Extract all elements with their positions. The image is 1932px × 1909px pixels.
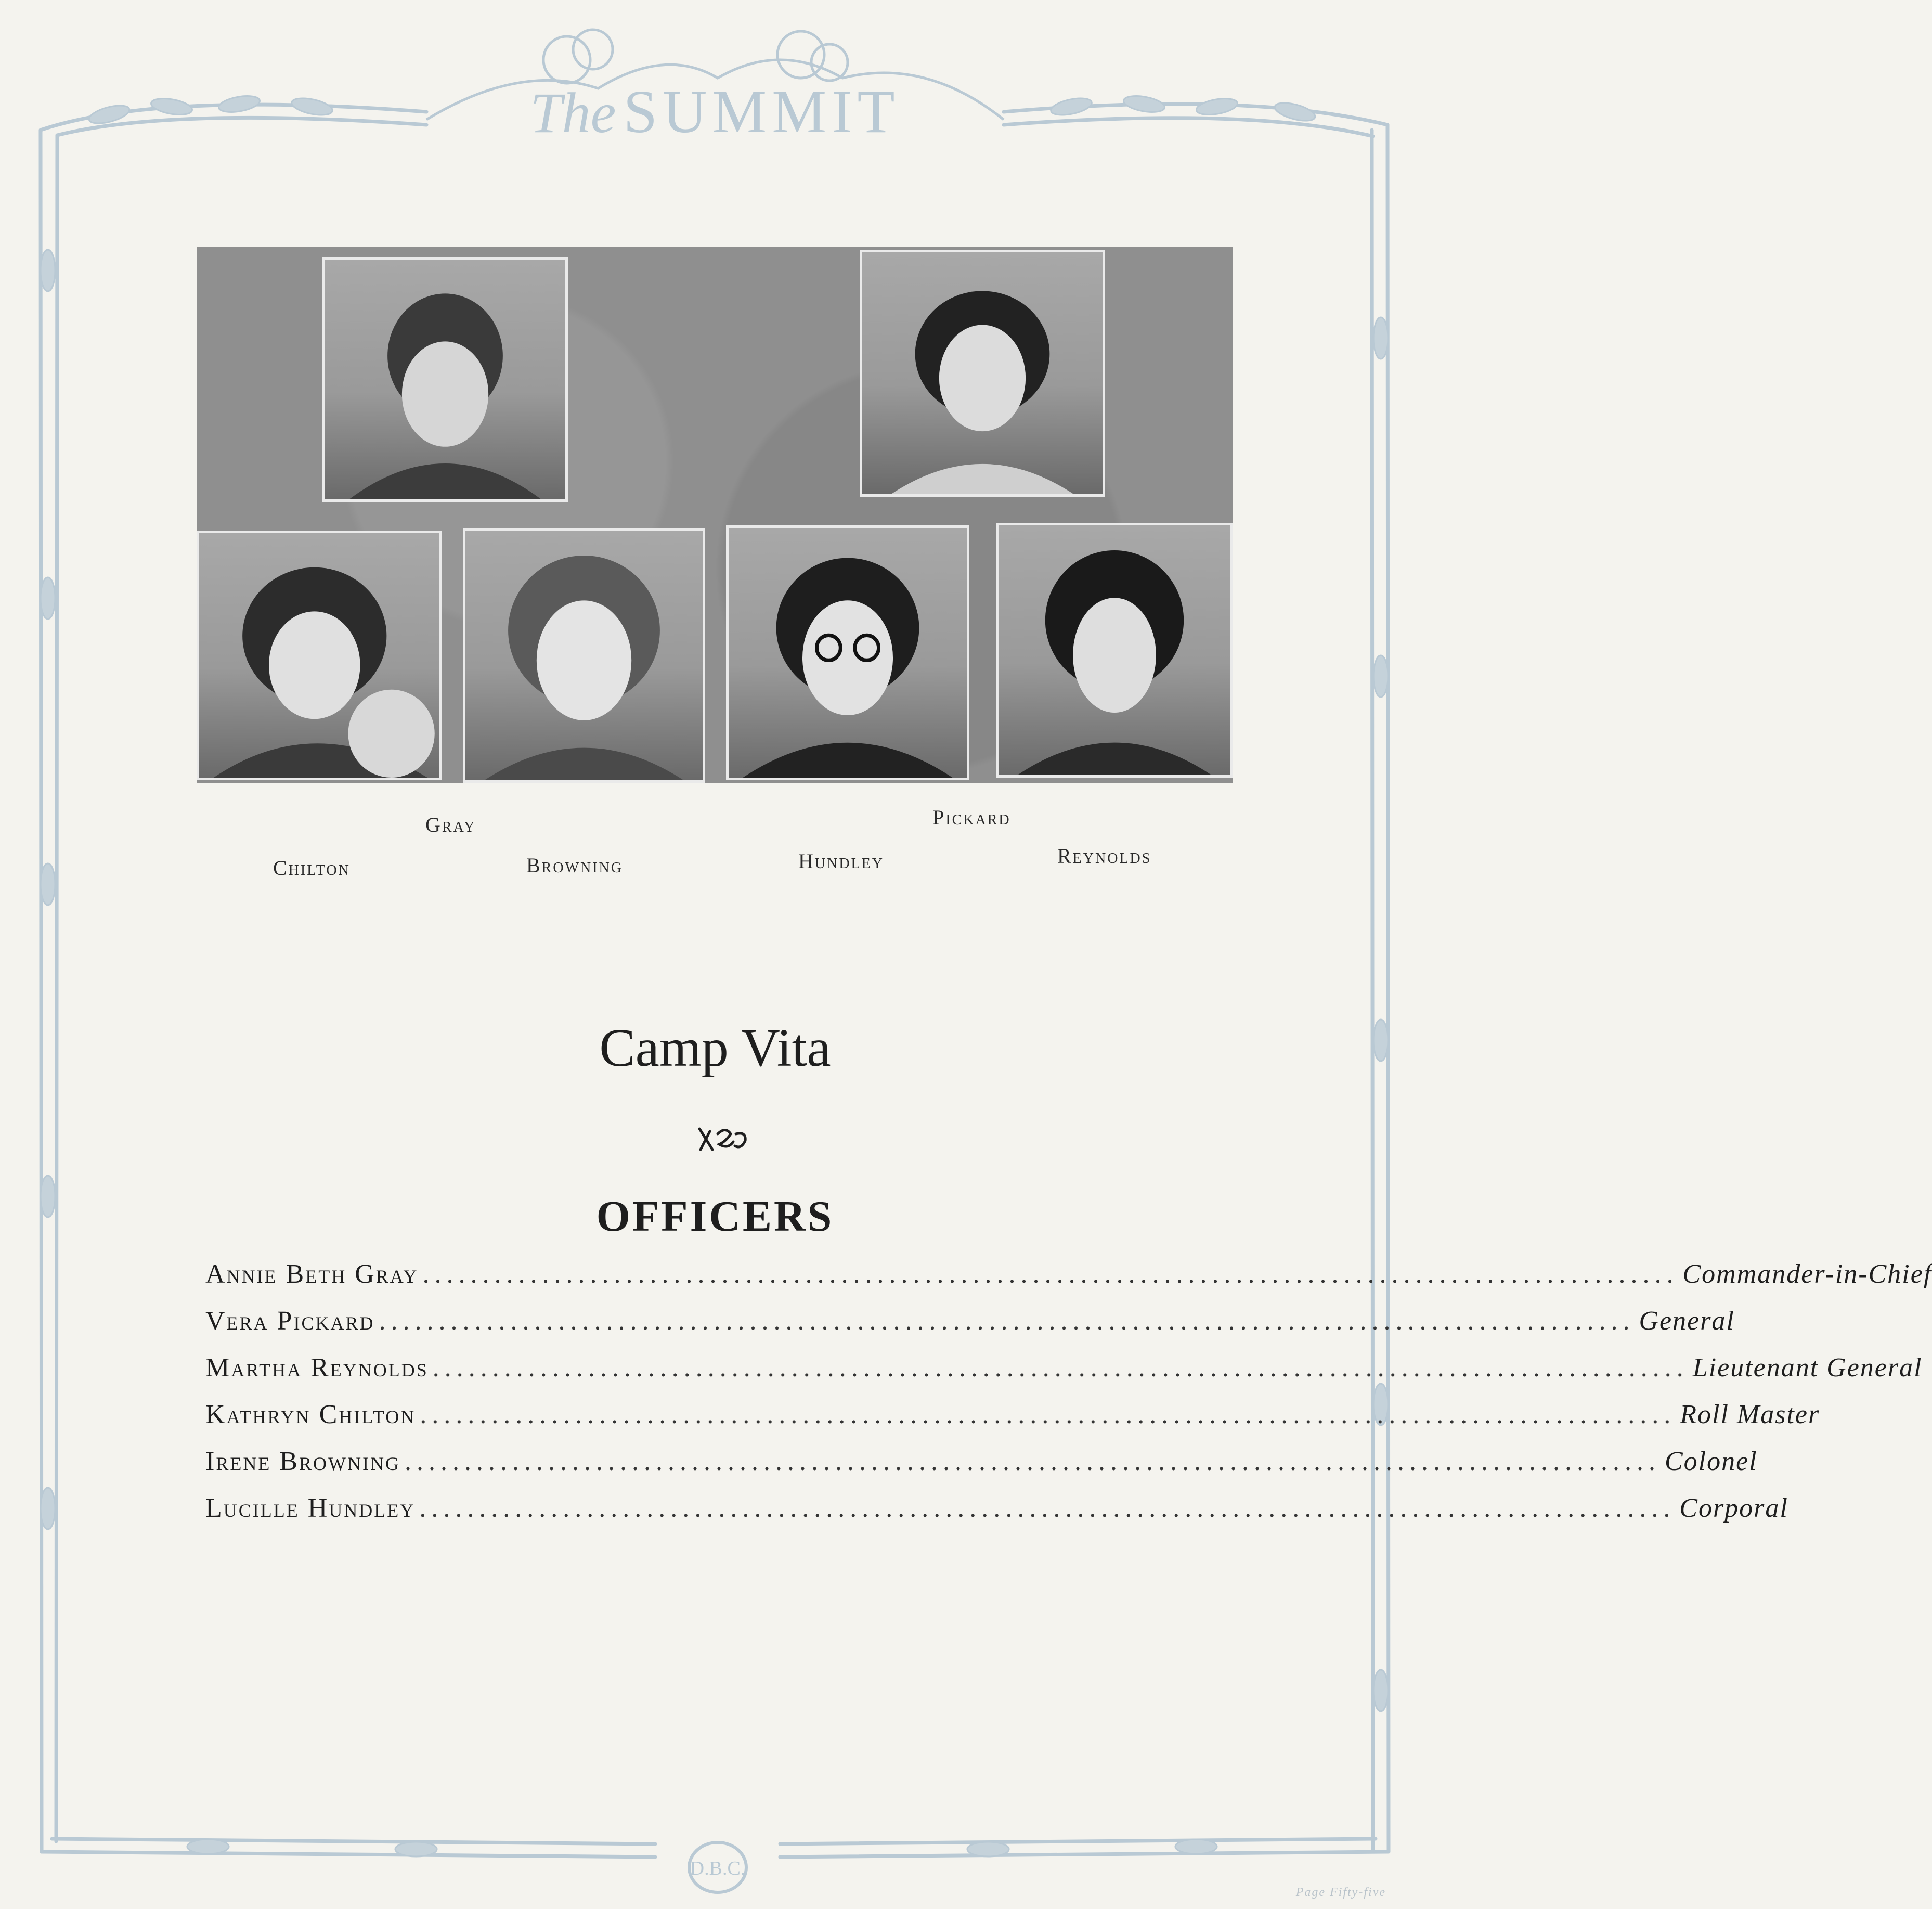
photo-hundley <box>726 525 969 780</box>
portrait-gray <box>325 260 565 499</box>
officer-row <box>205 1399 1820 1446</box>
officer-row <box>205 1259 1932 1306</box>
portrait-pickard <box>862 252 1103 494</box>
photo-collage <box>197 247 1233 783</box>
caption-browning: Browning <box>526 854 623 877</box>
officers-heading: OFFICERS <box>596 1192 834 1241</box>
officer-role: Corporal <box>1679 1493 1788 1523</box>
portrait-chilton <box>199 533 439 778</box>
photo-browning <box>463 528 705 783</box>
caption-hundley: Hundley <box>798 849 884 873</box>
officer-row <box>205 1352 1923 1399</box>
portrait-reynolds <box>999 525 1230 775</box>
officer-role: Lieutenant General <box>1692 1353 1923 1383</box>
officer-row <box>205 1446 1758 1493</box>
portrait-hundley <box>729 528 967 778</box>
officer-row <box>205 1306 1735 1352</box>
officer-row <box>205 1493 1788 1540</box>
leader-dots: ......................................................................................................... <box>422 1259 1679 1289</box>
officer-name: Annie Beth Gray <box>205 1259 419 1289</box>
officer-role: Colonel <box>1664 1447 1758 1476</box>
masthead-name: SUMMIT <box>623 78 900 146</box>
masthead <box>426 78 1004 146</box>
portrait-browning <box>465 531 703 780</box>
officer-name: Lucille Hundley <box>205 1493 416 1523</box>
caption-chilton: Chilton <box>273 856 351 880</box>
officer-role: Roll Master <box>1680 1400 1820 1429</box>
page-title: Camp Vita <box>599 1018 831 1078</box>
footer-mark-text: D.B.C. <box>690 1858 746 1879</box>
page-number: Page Fifty-five <box>1295 1886 1386 1899</box>
officer-name: Vera Pickard <box>205 1306 375 1336</box>
photo-chilton <box>197 531 442 780</box>
leader-dots: ......................................................................................................... <box>419 1493 1676 1523</box>
photo-gray <box>322 257 568 502</box>
caption-gray: Gray <box>425 813 476 836</box>
caption-reynolds: Reynolds <box>1057 844 1152 868</box>
masthead-the: The <box>530 81 616 145</box>
photo-reynolds <box>996 523 1233 778</box>
officer-role: Commander-in-Chief <box>1682 1259 1932 1289</box>
leader-dots: ......................................................................................................... <box>432 1353 1689 1383</box>
officer-role: General <box>1639 1306 1735 1336</box>
ornament-icon <box>694 1121 751 1157</box>
officer-name: Irene Browning <box>205 1447 400 1476</box>
photo-pickard <box>860 250 1105 497</box>
leader-dots: ......................................................................................................... <box>420 1400 1676 1429</box>
officer-name: Kathryn Chilton <box>205 1400 416 1429</box>
leader-dots: ......................................................................................................... <box>379 1306 1635 1336</box>
caption-pickard: Pickard <box>932 806 1011 829</box>
leader-dots: ......................................................................................................... <box>404 1447 1661 1476</box>
dbc-monogram-icon <box>681 1836 754 1899</box>
officer-name: Martha Reynolds <box>205 1353 429 1383</box>
officers-list <box>205 1259 1932 1540</box>
